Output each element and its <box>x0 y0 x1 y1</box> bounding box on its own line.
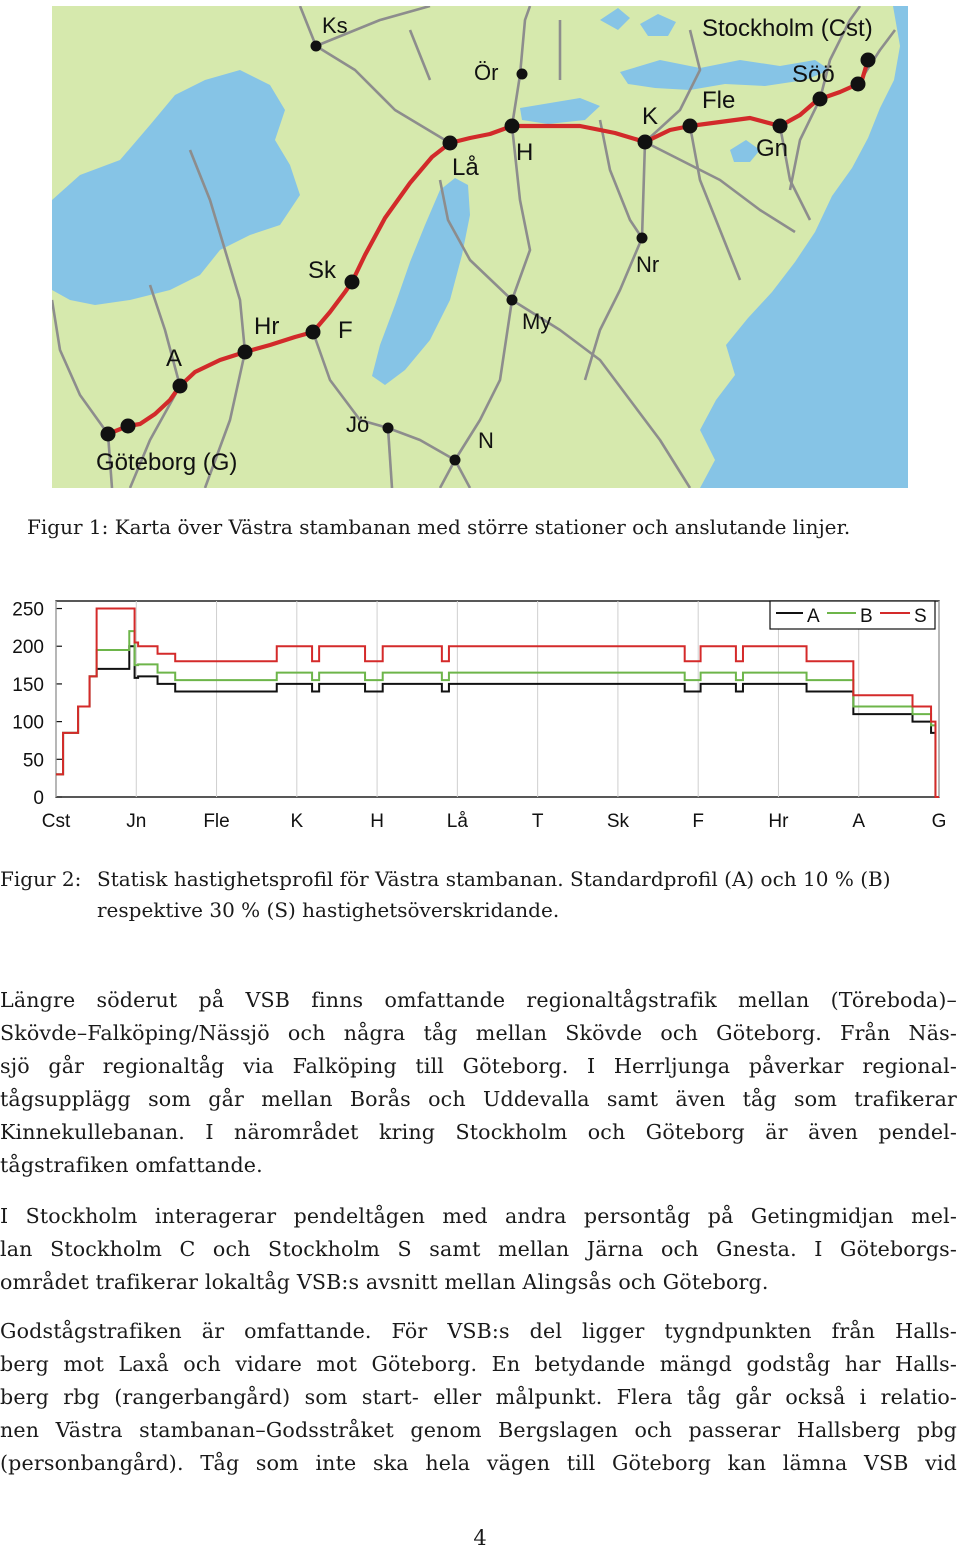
paragraph-regional-traffic <box>0 984 957 1182</box>
y-tick-label: 0 <box>33 788 44 809</box>
station-dot-k <box>638 135 653 150</box>
x-tick-label: Sk <box>606 811 630 832</box>
legend <box>770 601 935 629</box>
text-line: berg mot Laxå och vidare mot Göteborg. En betydande mängd godståg har Halls- <box>0 1352 957 1376</box>
station-dot-n <box>450 455 461 466</box>
label-fle: Fle <box>702 87 736 114</box>
label-gn: Gn <box>756 135 789 162</box>
page-number: 4 <box>473 1526 487 1550</box>
x-tick-label: F <box>692 811 704 832</box>
station-dot-my <box>507 295 518 306</box>
legend-label-s: S <box>914 606 927 627</box>
x-tick-label: T <box>531 811 544 832</box>
station-dot-a <box>173 379 188 394</box>
station-dot-goteborg-2 <box>121 419 136 434</box>
route-map <box>52 6 908 488</box>
plot-frame <box>56 601 939 797</box>
station-dot-or <box>517 69 528 80</box>
x-tick-label: Cst <box>41 811 71 832</box>
label-f: F <box>338 317 353 344</box>
text-line: berg rbg (rangerbangård) som start- eller målpunkt. Flera tåg går också i relatio- <box>0 1385 957 1409</box>
text-line: Längre söderut på VSB finns omfattande regionaltågstrafik mellan (Töreboda)– <box>0 988 957 1012</box>
x-tick-label: K <box>290 811 304 832</box>
label-jo: Jö <box>346 412 370 437</box>
text-line: Kinnekullebanan. I närområdet kring Stockholm och Göteborg är även pendel- <box>0 1120 957 1144</box>
text-line: tågstrafiken omfattande. <box>0 1153 263 1177</box>
station-dot-sk <box>345 275 360 290</box>
legend-label-b: B <box>860 606 873 627</box>
text-line: lan Stockholm C och Stockholm S samt mellan Järna och Gnesta. I Göteborgs- <box>0 1237 957 1261</box>
series-line-a <box>56 646 939 797</box>
figure-2-caption-line-2: respektive 30 % (S) hastighetsöverskridande. <box>97 898 560 922</box>
label-la: Lå <box>452 154 479 181</box>
label-soo: Söö <box>792 61 835 88</box>
text-line: sjö går regionaltåg via Falköping till Göteborg. I Herrljunga påverkar regional- <box>0 1054 957 1078</box>
station-dot-la <box>443 136 458 151</box>
figure-2-caption-line-1: Statisk hastighetsprofil för Västra stambanan. Standardprofil (A) och 10 % (B) <box>97 867 891 891</box>
legend-box <box>770 601 935 629</box>
speed-series <box>56 609 939 797</box>
station-dot-nr <box>637 233 648 244</box>
y-tick-label: 50 <box>22 750 44 772</box>
x-tick-label: Hr <box>768 811 789 832</box>
label-goteborg: Göteborg (G) <box>96 449 238 476</box>
label-my: My <box>522 309 552 334</box>
speed-profile-chart <box>0 586 960 836</box>
text-line: Godstågstrafiken är omfattande. För VSB:s del ligger tygndpunkten från Halls- <box>0 1319 957 1343</box>
station-dot-jo <box>383 423 394 434</box>
legend-label-a: A <box>807 606 820 627</box>
station-dot-gn <box>773 119 788 134</box>
station-dot-soo-2 <box>851 77 866 92</box>
figure-2-caption-number: Figur 2: <box>0 867 82 891</box>
station-dot-fle <box>683 119 698 134</box>
figure-1-caption: Figur 1: Karta över Västra stambanan med större stationer och anslutande linjer. <box>27 515 851 539</box>
station-dot-f <box>306 325 321 340</box>
label-sk: Sk <box>308 257 337 284</box>
label-a: A <box>166 345 183 372</box>
station-dot-soo <box>813 92 828 107</box>
text-line: tågsupplägg som går mellan Borås och Uddevalla samt även tåg som trafikerar <box>0 1087 957 1111</box>
label-n: N <box>478 428 494 453</box>
x-tick-label: Jn <box>126 811 147 832</box>
station-dot-goteborg <box>101 427 116 442</box>
y-tick-label: 100 <box>12 712 44 734</box>
station-dot-hr <box>238 345 253 360</box>
y-tick-label: 200 <box>12 637 44 659</box>
label-nr: Nr <box>636 252 660 277</box>
station-dot-stockholm <box>861 53 876 68</box>
x-tick-label: Fle <box>203 811 230 832</box>
label-or: Ör <box>474 60 499 85</box>
y-tick-label: 150 <box>12 674 44 696</box>
station-dot-h <box>505 119 520 134</box>
station-dot-ks <box>311 41 322 52</box>
y-axis <box>12 600 62 809</box>
label-ks: Ks <box>322 13 348 38</box>
label-h: H <box>516 139 534 166</box>
figure-2-caption <box>0 864 960 926</box>
x-tick-label: Lå <box>446 811 468 832</box>
x-tick-label: A <box>852 811 866 832</box>
text-line: Skövde–Falköping/Nässjö och några tåg mellan Skövde och Göteborg. Från Näs- <box>0 1021 957 1045</box>
text-line: (personbangård). Tåg som inte ska hela vägen till Göteborg kan lämna VSB vid <box>0 1451 957 1475</box>
label-k: K <box>642 103 659 130</box>
y-tick-label: 250 <box>12 599 44 621</box>
series-line-s <box>56 609 939 797</box>
text-line: området trafikerar lokaltåg VSB:s avsnitt mellan Alingsås och Göteborg. <box>0 1270 769 1294</box>
label-hr: Hr <box>254 313 280 340</box>
x-tick-label: H <box>370 811 384 832</box>
text-line: nen Västra stambanan–Godsstråket genom Bergslagen och passerar Hallsberg pbg <box>0 1418 957 1442</box>
label-stockholm: Stockholm (Cst) <box>702 15 873 42</box>
paragraph-stockholm-commuter <box>0 1200 957 1299</box>
text-line: I Stockholm interagerar pendeltågen med andra persontåg på Getingmidjan mel- <box>0 1204 957 1228</box>
x-tick-label: G <box>931 811 947 832</box>
paragraph-freight-traffic <box>0 1315 957 1480</box>
